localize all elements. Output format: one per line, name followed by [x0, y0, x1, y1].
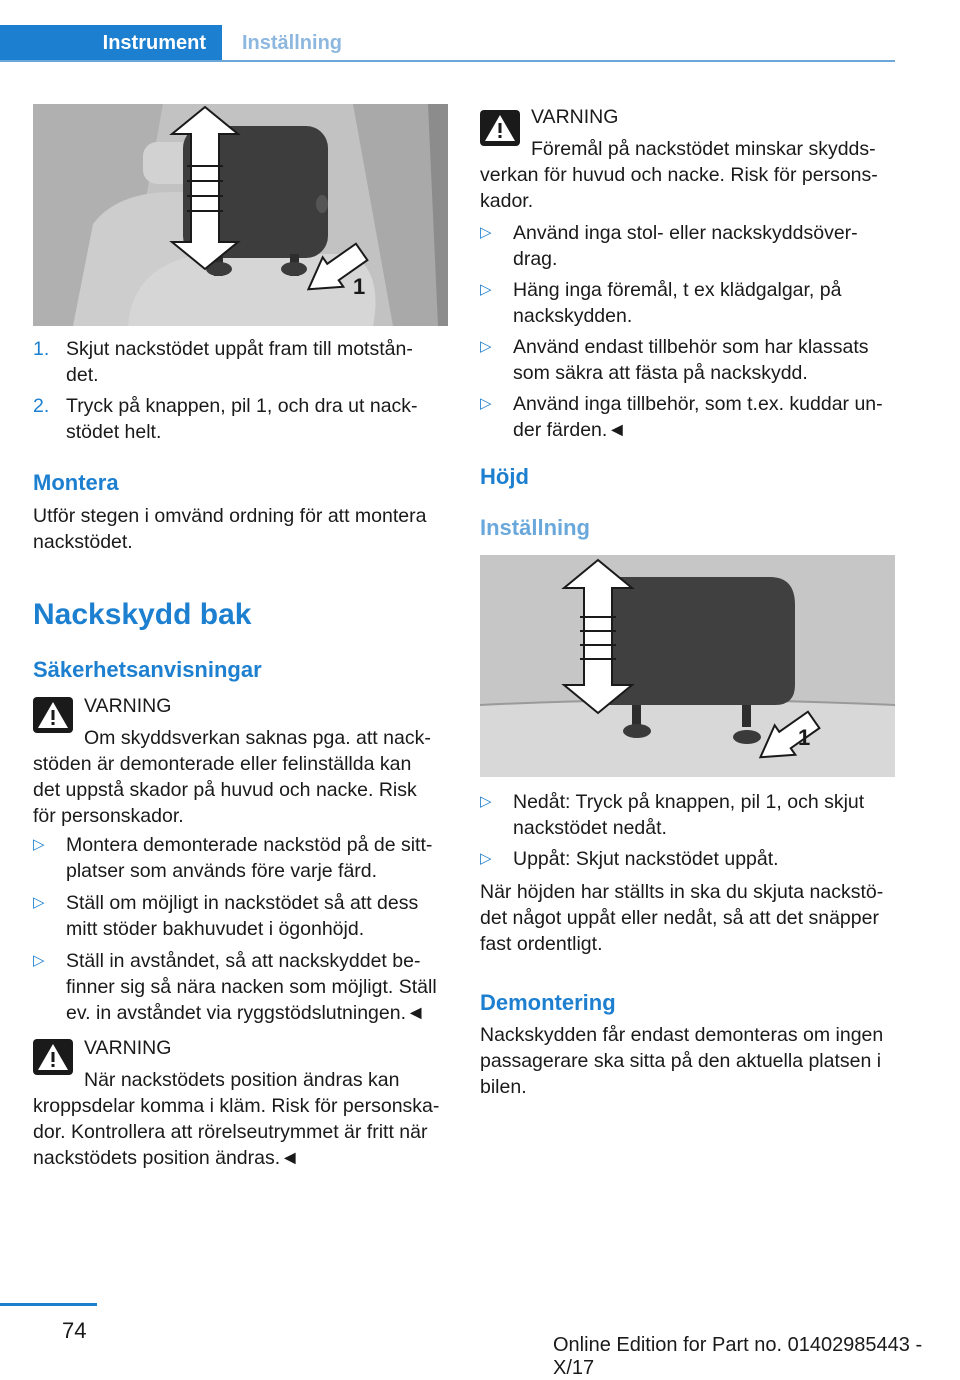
headrest-rear-figure [480, 555, 895, 777]
warning-text-line: kador. [480, 190, 534, 212]
warning-text-line: kroppsdelar komma i kläm. Risk för personska‐ [33, 1095, 440, 1117]
bullet-triangle-icon: ▷ [480, 395, 492, 412]
tab-instrument: Instrument [0, 25, 222, 61]
headrest-front-figure [33, 104, 448, 326]
warning-text-line: stöden är demonterade eller felinställda kan [33, 753, 412, 775]
headrest-rear-illustration [480, 555, 895, 777]
warning-icon [33, 697, 73, 733]
bullet-triangle-icon: ▷ [480, 850, 492, 867]
section-title: Nackskydd bak [33, 598, 252, 631]
warning-icon [480, 110, 520, 146]
bullet-triangle-icon: ▷ [480, 338, 492, 355]
tab-installning: Inställning [242, 32, 342, 54]
bullet-text-line: Använd inga tillbehör, som t.ex. kuddar un‐ [513, 393, 883, 415]
step-text-line: Skjut nackstödet uppåt fram till motstån‐ [66, 338, 413, 360]
step-number: 2. [33, 395, 50, 417]
warning-text-line: När nackstödets position ändras kan [84, 1069, 400, 1091]
bullet-text-line: Montera demonterade nackstöd på de sitt‐ [66, 834, 433, 856]
headrest-front-illustration [33, 104, 448, 326]
page-header [0, 25, 895, 63]
paragraph-line: nackstödet. [33, 531, 133, 553]
warning-text-line: dor. Kontrollera att rörelseutrymmet är fritt när [33, 1121, 428, 1143]
installning-heading: Inställning [480, 515, 590, 540]
warning-text-line: Om skyddsverkan saknas pga. att nack‐ [84, 727, 431, 749]
warning-text-line: för personskador. [33, 805, 184, 827]
bullet-text-line: Nedåt: Tryck på knappen, pil 1, och skjut [513, 791, 865, 813]
list-item [480, 846, 900, 872]
list-item [480, 391, 900, 443]
paragraph-line: fast ordentligt. [480, 933, 603, 955]
bullet-triangle-icon: ▷ [33, 836, 45, 853]
bullet-triangle-icon: ▷ [33, 894, 45, 911]
step-text-line: det. [66, 364, 99, 386]
header-divider [0, 60, 895, 62]
step-text-line: Tryck på knappen, pil 1, och dra ut nack‐ [66, 395, 418, 417]
callout-1-label: 1 [353, 274, 366, 299]
list-item [33, 890, 453, 942]
bullet-text-line: Häng inga föremål, t ex klädgalgar, på [513, 279, 842, 301]
paragraph-line: Utför stegen i omvänd ordning för att montera [33, 505, 427, 527]
bullet-triangle-icon: ▷ [33, 952, 45, 969]
edition-footer: Online Edition for Part no. 01402985443 - X/17 [553, 1334, 923, 1379]
warning-triangle-icon [480, 110, 520, 146]
list-item [480, 220, 900, 272]
step-text-line: stödet helt. [66, 421, 162, 443]
height-paragraph [480, 879, 905, 957]
warning-text [480, 162, 905, 214]
warning-text [33, 751, 453, 829]
warning-text [33, 1093, 458, 1171]
warning-icon [33, 1039, 73, 1075]
list-item [480, 277, 900, 329]
paragraph-line: bilen. [480, 1076, 527, 1098]
warning-text-line: verkan för huvud och nacke. Risk för persons‐ [480, 164, 878, 186]
list-item [33, 336, 448, 388]
bullet-text-line: nackstödet nedåt. [513, 817, 667, 839]
step-number: 1. [33, 338, 50, 360]
warning-triangle-icon [33, 1039, 73, 1075]
hojd-heading: Höjd [480, 464, 529, 489]
bullet-text-line: Ställ om möjligt in nackstödet så att dess [66, 892, 419, 914]
demontering-paragraph [480, 1022, 905, 1100]
bullet-text-line: platser som används före varje färd. [66, 860, 378, 882]
page-number: 74 [62, 1318, 87, 1343]
bullet-text-line: mitt stöder bakhuvudet i ögonhöjd. [66, 918, 365, 940]
bullet-triangle-icon: ▷ [480, 224, 492, 241]
bullet-text-line: Ställ in avståndet, så att nackskyddet be‐ [66, 950, 421, 972]
paragraph-line: När höjden har ställts in ska du skjuta nackstö‐ [480, 881, 884, 903]
bullet-triangle-icon: ▷ [480, 793, 492, 810]
warning-text-line: det uppstå skador på huvud och nacke. Risk [33, 779, 417, 801]
paragraph-line: passagerare ska sitta på den aktuella platsen i [480, 1050, 882, 1072]
paragraph-line: Nackskydden får endast demonteras om ingen [480, 1024, 884, 1046]
list-item [33, 832, 453, 884]
bullet-text-line: nackskydden. [513, 305, 633, 327]
demontering-heading: Demontering [480, 990, 616, 1015]
list-item [33, 393, 448, 445]
list-item [480, 334, 900, 386]
bullet-triangle-icon: ▷ [480, 281, 492, 298]
bullet-text-line: Använd inga stol- eller nackskyddsöver‐ [513, 222, 858, 244]
warning-text-line: Föremål på nackstödet minskar skydds‐ [531, 138, 876, 160]
paragraph-line: det något uppåt eller nedåt, så att det snäpper [480, 907, 879, 929]
bullet-text-line: der färden.◄ [513, 419, 627, 441]
bullet-text-line: Uppåt: Skjut nackstödet uppåt. [513, 848, 779, 870]
montera-paragraph [33, 503, 453, 555]
list-item [480, 789, 900, 841]
subheading: Säkerhetsanvisningar [33, 657, 262, 682]
bullet-text-line: som säkra att fästa på nackskydd. [513, 362, 808, 384]
warning-triangle-icon [33, 697, 73, 733]
warning-label: VARNING [84, 1037, 172, 1059]
warning-text-line: nackstödets position ändras.◄ [33, 1147, 300, 1169]
bullet-text-line: Använd endast tillbehör som har klassats [513, 336, 869, 358]
list-item [33, 948, 453, 1026]
footer-rule [0, 1303, 97, 1306]
warning-label: VARNING [531, 106, 619, 128]
bullet-text-line: drag. [513, 248, 558, 270]
callout-1-label: 1 [798, 725, 811, 750]
montera-heading: Montera [33, 470, 119, 495]
bullet-text-line: ev. in avståndet via ryggstödslutningen.◄ [66, 1002, 426, 1024]
warning-label: VARNING [84, 695, 172, 717]
bullet-text-line: finner sig så nära nacken som möjligt. Ställ [66, 976, 437, 998]
